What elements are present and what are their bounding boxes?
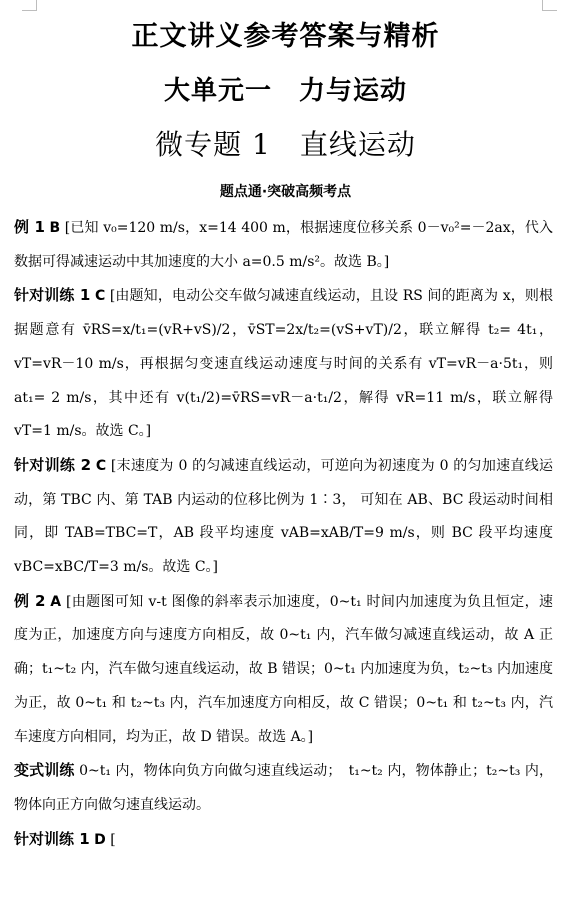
item-explanation: [末速度为 0 的匀减速直线运动，可逆向为初速度为 0 的匀加速直线运动，第 TBC 内、第 TAB 内运动的位移比例为 1∶3， 可知在 AB、BC 段运动时间相同，即 TAB=TBC=T，AB 段平均速度 vAB=xAB/T=9 m/s，则 BC 段平均速度 vBC=xBC/T=3 m/s。故选 C。] <box>14 457 553 576</box>
item-label: 针对训练 1 <box>14 286 91 305</box>
item-answer: D <box>94 831 106 848</box>
item-explanation: [ <box>110 831 116 848</box>
item-answer: B <box>49 220 61 236</box>
answer-item-example-2 <box>14 585 553 755</box>
answer-item-practice-2 <box>14 449 553 585</box>
unit-title: 大单元一 力与运动 <box>163 76 407 106</box>
item-explanation: [由题知，电动公交车做匀减速直线运动，且设 RS 间的距离为 x，则根据题意有 v̄RS=x/t₁=(vR+vS)/2，v̄ST=2x/t₂=(vS+vT)/2，联立解得 t₂= 4t₁，vT=vR－10 m/s，再根据匀变速直线运动速度与时间的关系有 vT=vR－a·5t₁，则 at₁= 2 m/s，其中还有 v(t₁/2)=v̄RS=vR－a·t₁/2，解得 vR=11 m/s，联立解得 vT=1 m/s。故选 C。] <box>14 288 553 440</box>
section-heading: 题点通·突破高频考点 <box>219 184 352 200</box>
page-corner-mark-left <box>22 0 37 11</box>
answer-body <box>14 211 553 857</box>
document-title: 正文讲义参考答案与精析 <box>131 21 440 52</box>
item-answer: A <box>50 593 62 610</box>
answer-item-variant <box>14 754 553 822</box>
item-answer: C <box>94 288 106 305</box>
answer-item-example-1 <box>14 211 553 279</box>
item-label: 变式训练 <box>14 761 75 780</box>
answer-item-practice-1 <box>14 279 553 449</box>
page-corner-mark-right <box>542 0 557 11</box>
item-label: 针对训练 1 <box>14 829 90 848</box>
answer-item-practice-1-next <box>14 823 553 858</box>
topic-title: 微专题 1 直线运动 <box>155 128 416 161</box>
item-explanation: [由题图可知 v-t 图像的斜率表示加速度，0~t₁ 时间内加速度为负且恒定，速度为正，加速度方向与速度方向相反，故 0~t₁ 内，汽车做匀减速直线运动，故 A 正确；t₁~t₂ 内，汽车做匀速直线运动，故 B 错误；0~t₁ 内加速度为负，t₂~t₃ 内加速度为正，故 0~t₁ 和 t₂~t₃ 内，汽车加速度方向相反，故 C 错误；0~t₁ 和 t₂~t₃ 内，汽车速度方向相同，均为正，故 D 错误。故选 A。] <box>14 593 554 745</box>
item-explanation: 0~t₁ 内，物体向负方向做匀速直线运动； t₁~t₂ 内，物体静止；t₂~t₃ 内，物体向正方向做匀速直线运动。 <box>14 763 553 813</box>
item-answer: C <box>95 457 107 474</box>
item-label: 针对训练 2 <box>14 455 92 474</box>
item-label: 例 2 <box>14 591 46 610</box>
item-label: 例 1 <box>14 218 45 236</box>
item-explanation: [已知 v₀=120 m/s，x=14 400 m，根据速度位移关系 0－v₀²=－2ax，代入数据可得减速运动中其加速度的大小 a=0.5 m/s²。故选 B。] <box>14 220 553 270</box>
